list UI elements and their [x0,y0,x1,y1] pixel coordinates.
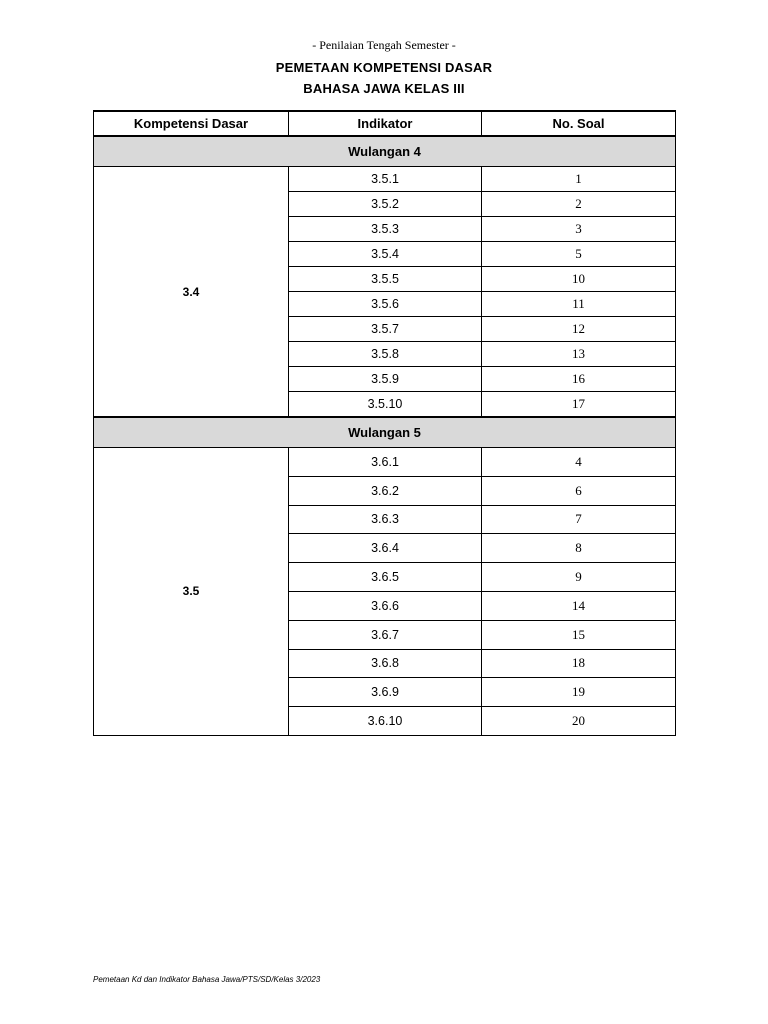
section-label: Wulangan 5 [94,417,676,448]
no-soal-cell: 20 [482,707,676,736]
indikator-cell: 3.6.2 [289,476,482,505]
indikator-cell: 3.5.3 [289,217,482,242]
no-soal-cell: 17 [482,392,676,418]
table-row [94,167,676,192]
indikator-cell: 3.6.1 [289,448,482,477]
kd-mapping-table [93,110,676,736]
section-row [94,417,676,448]
indikator-cell: 3.6.3 [289,505,482,534]
kompetensi-dasar-cell: 3.4 [94,167,289,418]
column-header-indikator: Indikator [289,111,482,136]
indikator-cell: 3.5.5 [289,267,482,292]
no-soal-cell: 8 [482,534,676,563]
no-soal-cell: 3 [482,217,676,242]
indikator-cell: 3.5.10 [289,392,482,418]
no-soal-cell: 6 [482,476,676,505]
no-soal-cell: 1 [482,167,676,192]
indikator-cell: 3.5.2 [289,192,482,217]
indikator-cell: 3.6.10 [289,707,482,736]
page-footer: Pemetaan Kd dan Indikator Bahasa Jawa/PTS/SD/Kelas 3/2023 [93,975,321,984]
no-soal-cell: 10 [482,267,676,292]
no-soal-cell: 7 [482,505,676,534]
no-soal-cell: 2 [482,192,676,217]
indikator-cell: 3.6.8 [289,649,482,678]
no-soal-cell: 16 [482,367,676,392]
indikator-cell: 3.5.7 [289,317,482,342]
document-subtitle: - Penilaian Tengah Semester - [312,38,456,52]
table-header-row [94,111,676,136]
document-subject-title: BAHASA JAWA KELAS III [303,81,465,96]
no-soal-cell: 5 [482,242,676,267]
no-soal-cell: 19 [482,678,676,707]
indikator-cell: 3.6.5 [289,563,482,592]
section-label: Wulangan 4 [94,136,676,167]
indikator-cell: 3.5.6 [289,292,482,317]
indikator-cell: 3.5.4 [289,242,482,267]
no-soal-cell: 15 [482,620,676,649]
table-row [94,448,676,477]
indikator-cell: 3.6.7 [289,620,482,649]
no-soal-cell: 18 [482,649,676,678]
no-soal-cell: 4 [482,448,676,477]
document-title: PEMETAAN KOMPETENSI DASAR [275,60,493,75]
kompetensi-dasar-cell: 3.5 [94,448,289,736]
indikator-cell: 3.6.6 [289,591,482,620]
column-header-kompetensi-dasar: Kompetensi Dasar [94,111,289,136]
no-soal-cell: 14 [482,591,676,620]
no-soal-cell: 11 [482,292,676,317]
indikator-cell: 3.6.4 [289,534,482,563]
indikator-cell: 3.5.9 [289,367,482,392]
no-soal-cell: 9 [482,563,676,592]
indikator-cell: 3.6.9 [289,678,482,707]
column-header-no-soal: No. Soal [482,111,676,136]
indikator-cell: 3.5.8 [289,342,482,367]
no-soal-cell: 12 [482,317,676,342]
no-soal-cell: 13 [482,342,676,367]
section-row [94,136,676,167]
indikator-cell: 3.5.1 [289,167,482,192]
